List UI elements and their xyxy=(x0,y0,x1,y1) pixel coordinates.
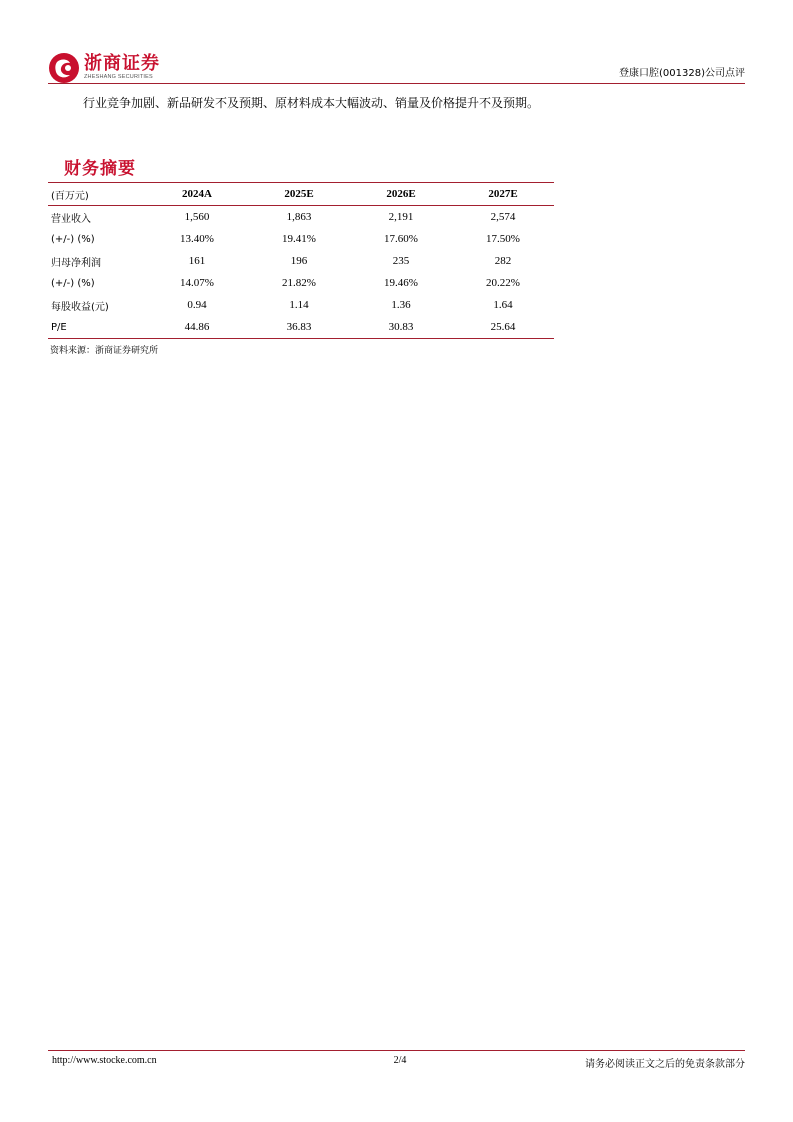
report-title: 登康口腔(001328)公司点评 xyxy=(619,68,745,79)
table-cell: 1.64 xyxy=(493,299,513,311)
table-row-net-profit xyxy=(48,250,554,272)
table-cell: 14.07% xyxy=(180,277,214,289)
table-cell: 13.40% xyxy=(180,233,214,245)
disclaimer-note: 请务必阅读正文之后的免责条款部分 xyxy=(585,1059,745,1070)
table-row-revenue-growth xyxy=(48,228,554,250)
table-cell: 2,191 xyxy=(388,211,414,223)
column-header-2027e: 2027E xyxy=(488,188,518,200)
data-source-note: 资料来源：浙商证券研究所 xyxy=(50,346,159,356)
table-cell: 235 xyxy=(392,255,410,267)
table-cell: 1,863 xyxy=(286,211,312,223)
table-row-pe xyxy=(48,316,554,339)
row-label: 营业收入 xyxy=(51,213,91,225)
column-header-unit: (百万元) xyxy=(51,190,89,202)
table-header-row xyxy=(48,183,554,206)
table-row-revenue xyxy=(48,206,554,229)
table-cell: 2,574 xyxy=(490,211,516,223)
table-cell: 44.86 xyxy=(184,321,210,333)
table-cell: 19.41% xyxy=(282,233,316,245)
row-label: 每股收益(元) xyxy=(51,301,109,313)
company-logo xyxy=(48,51,160,85)
table-cell: 36.83 xyxy=(286,321,312,333)
footer-divider xyxy=(48,1050,745,1051)
table-cell: 20.22% xyxy=(486,277,520,289)
risk-paragraph: 行业竞争加剧、新品研发不及预期、原材料成本大幅波动、销量及价格提升不及预期。 xyxy=(83,96,540,110)
column-header-2026e: 2026E xyxy=(386,188,416,200)
column-header-2025e: 2025E xyxy=(284,188,314,200)
table-cell: 1,560 xyxy=(184,211,210,223)
table-cell: 282 xyxy=(494,255,512,267)
table-cell: 1.14 xyxy=(289,299,309,311)
zheshang-logo-icon xyxy=(48,52,80,84)
table-cell: 17.50% xyxy=(486,233,520,245)
table-row-net-profit-growth xyxy=(48,272,554,294)
table-row-eps xyxy=(48,294,554,316)
row-label: (+/-) (%) xyxy=(51,233,95,245)
footer-website-link[interactable]: http://www.stocke.com.cn xyxy=(52,1055,157,1066)
financial-summary-table xyxy=(48,182,554,339)
section-title-financial-summary: 财务摘要 xyxy=(64,159,136,179)
row-label: (+/-) (%) xyxy=(51,277,95,289)
table-cell: 196 xyxy=(290,255,308,267)
header-divider xyxy=(48,83,745,84)
page-header xyxy=(48,48,745,88)
table-cell: 30.83 xyxy=(388,321,414,333)
logo-english-name: ZHESHANG SECURITIES xyxy=(84,74,153,81)
table-cell: 17.60% xyxy=(384,233,418,245)
table-cell: 161 xyxy=(188,255,206,267)
logo-chinese-name: 浙商证券 xyxy=(84,53,160,75)
table-cell: 19.46% xyxy=(384,277,418,289)
table-cell: 21.82% xyxy=(282,277,316,289)
table-cell: 0.94 xyxy=(187,299,207,311)
row-label: P/E xyxy=(51,321,67,333)
table-cell: 25.64 xyxy=(490,321,516,333)
page-number: 2/4 xyxy=(393,1055,407,1066)
column-header-2024a: 2024A xyxy=(182,188,212,200)
table-cell: 1.36 xyxy=(391,299,411,311)
row-label: 归母净利润 xyxy=(51,257,101,269)
